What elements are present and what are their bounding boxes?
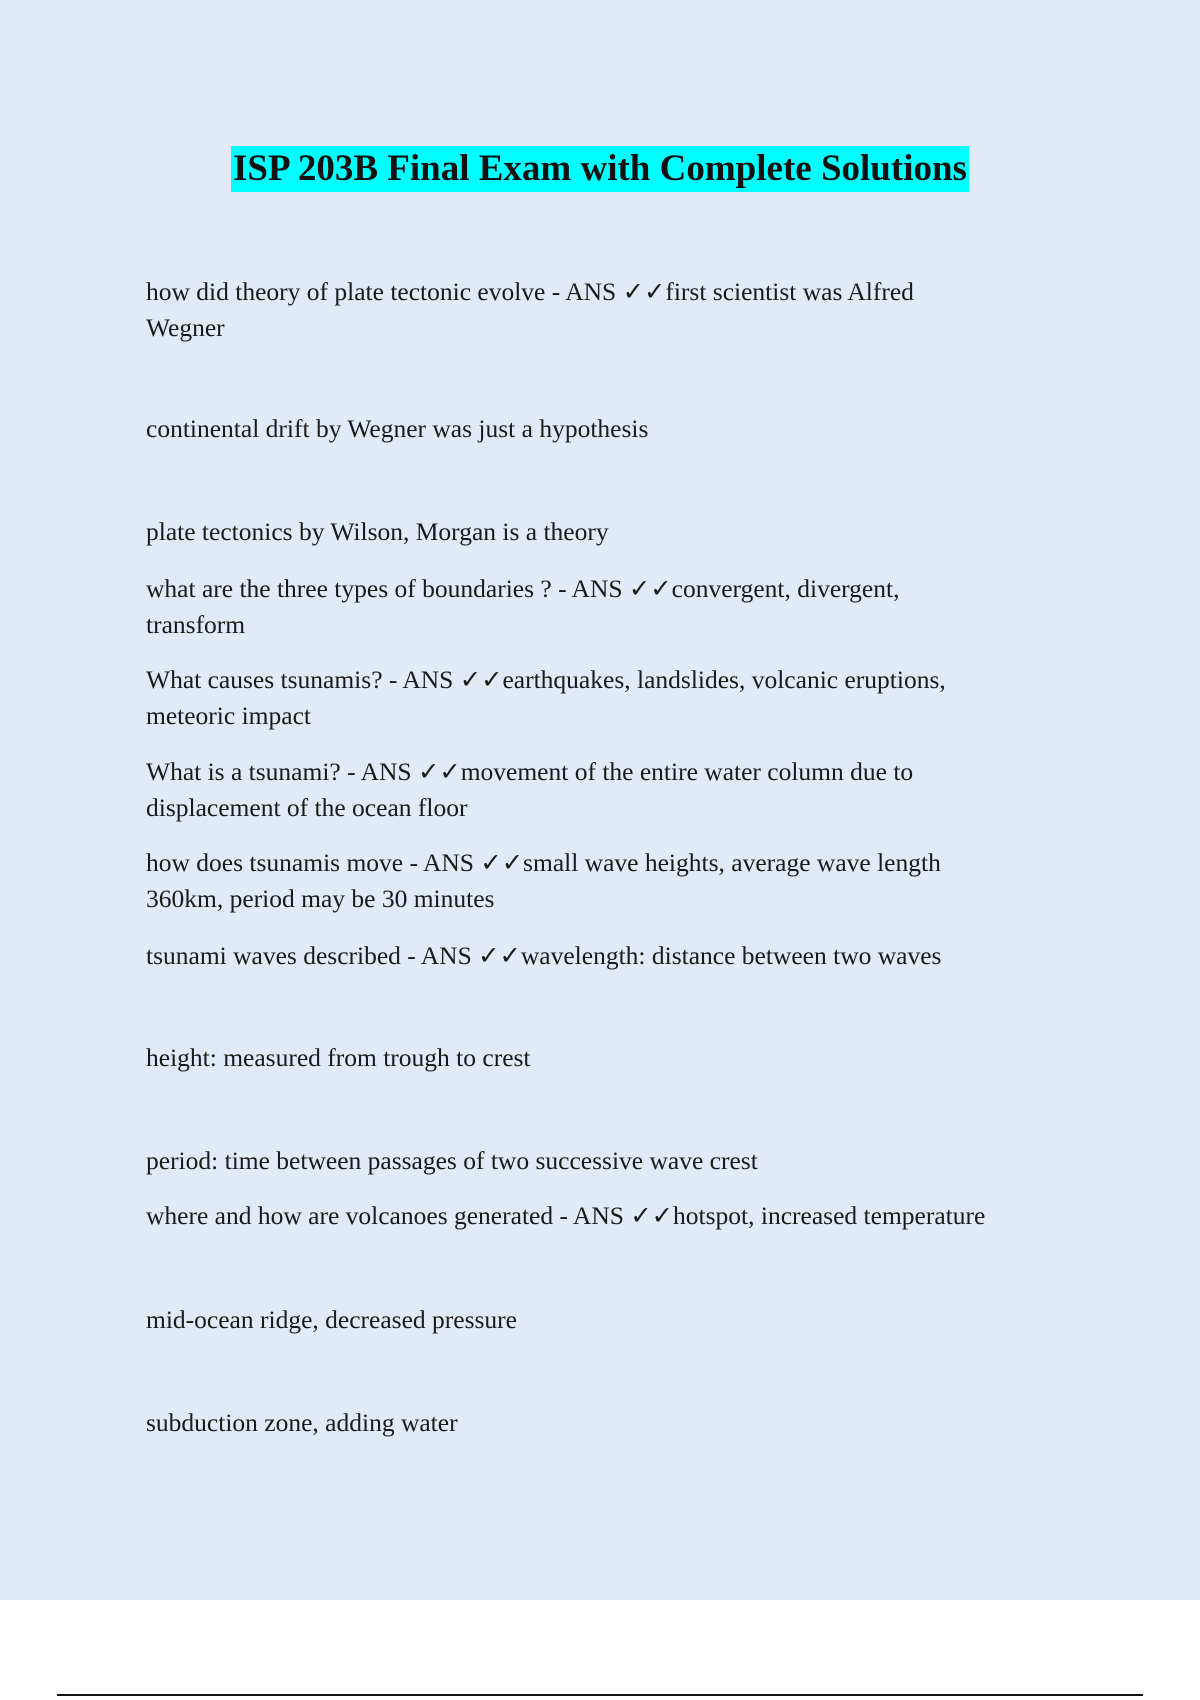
qa-line: subduction zone, adding water xyxy=(146,1408,458,1437)
qa-line: height: measured from trough to crest xyxy=(146,1043,531,1072)
qa-line: mid-ocean ridge, decreased pressure xyxy=(146,1305,517,1334)
qa-line: meteoric impact xyxy=(146,701,311,730)
qa-line: tsunami waves described - ANS ✓✓wavelength: distance between two waves xyxy=(146,941,942,970)
qa-line: displacement of the ocean floor xyxy=(146,793,468,822)
qa-line: continental drift by Wegner was just a hypothesis xyxy=(146,414,649,443)
qa-line: 360km, period may be 30 minutes xyxy=(146,884,495,913)
qa-line: how did theory of plate tectonic evolve - ANS ✓✓first scientist was Alfred xyxy=(146,277,914,306)
qa-line: What causes tsunamis? - ANS ✓✓earthquakes, landslides, volcanic eruptions, xyxy=(146,665,946,694)
qa-line: transform xyxy=(146,610,246,639)
qa-line: where and how are volcanoes generated - ANS ✓✓hotspot, increased temperature xyxy=(146,1201,986,1230)
footer-rule xyxy=(57,1694,1143,1696)
qa-line: plate tectonics by Wilson, Morgan is a theory xyxy=(146,517,609,546)
qa-line: Wegner xyxy=(146,313,225,342)
qa-line: what are the three types of boundaries ? - ANS ✓✓convergent, divergent, xyxy=(146,574,900,603)
qa-line: how does tsunamis move - ANS ✓✓small wave heights, average wave length xyxy=(146,848,941,877)
title-container xyxy=(0,146,1200,192)
document-title: ISP 203B Final Exam with Complete Solutions xyxy=(231,146,969,192)
qa-line: What is a tsunami? - ANS ✓✓movement of the entire water column due to xyxy=(146,757,914,786)
qa-line: period: time between passages of two successive wave crest xyxy=(146,1146,758,1175)
